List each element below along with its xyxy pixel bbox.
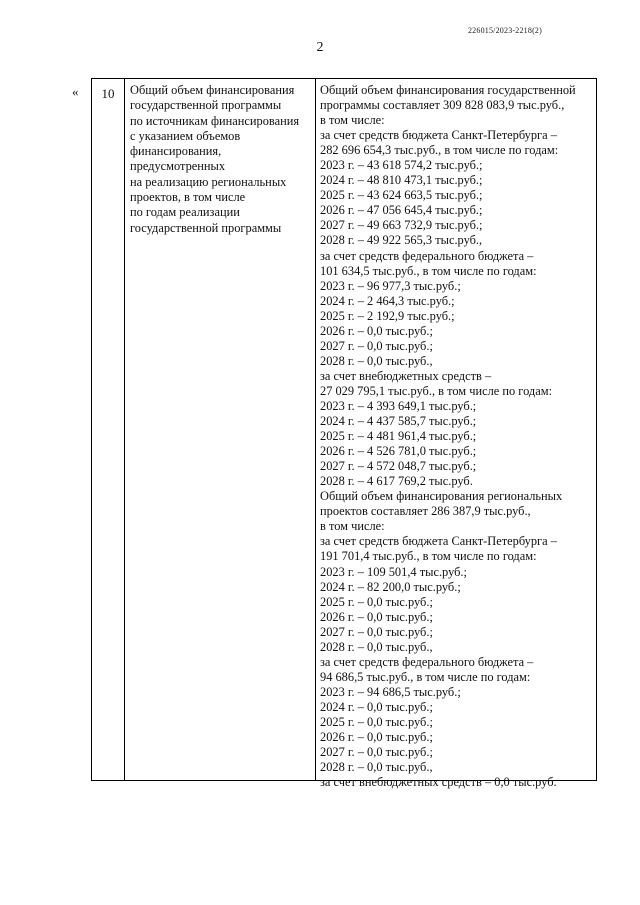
value-line: программы составляет 309 828 083,9 тыс.руб., [320, 98, 565, 113]
value-line: 2026 г. – 0,0 тыс.руб.; [320, 609, 433, 624]
value-line: 2027 г. – 4 572 048,7 тыс.руб.; [320, 459, 477, 474]
value-line: за счет средств бюджета Санкт-Петербурга – [320, 534, 557, 549]
value-line: 2025 г. – 2 192,9 тыс.руб.; [320, 308, 455, 323]
value-line: 2025 г. – 0,0 тыс.руб.; [320, 594, 433, 609]
opening-quote: « [72, 84, 79, 99]
value-line: за счет средств бюджета Санкт-Петербурга – [320, 128, 557, 143]
row-label-cell [125, 79, 316, 780]
label-line: государственной программы [130, 98, 282, 113]
value-line: 2025 г. – 4 481 961,4 тыс.руб.; [320, 429, 477, 444]
value-line: 2023 г. – 96 977,3 тыс.руб.; [320, 278, 461, 293]
value-line: 2023 г. – 43 618 574,2 тыс.руб.; [320, 158, 483, 173]
value-line: 2024 г. – 82 200,0 тыс.руб.; [320, 579, 461, 594]
value-line: 94 686,5 тыс.руб., в том числе по годам: [320, 669, 531, 684]
label-line: Общий объем финансирования [130, 83, 295, 97]
value-line: 2027 г. – 0,0 тыс.руб.; [320, 624, 433, 639]
value-line: проектов составляет 286 387,9 тыс.руб., [320, 504, 531, 519]
page-number: 2 [316, 40, 324, 55]
label-line: на реализацию региональных [130, 174, 287, 189]
value-line: Общий объем финансирования государственной [320, 83, 576, 97]
value-line: в том числе: [320, 113, 385, 128]
value-line: 2025 г. – 0,0 тыс.руб.; [320, 714, 433, 729]
value-line: 191 701,4 тыс.руб., в том числе по годам: [320, 549, 537, 564]
document-id: 226015/2023-2218(2) [467, 26, 542, 35]
financing-table-row [91, 78, 597, 790]
value-line: 2024 г. – 4 437 585,7 тыс.руб.; [320, 414, 477, 429]
value-line: 2027 г. – 0,0 тыс.руб.; [320, 745, 433, 760]
value-line: 2023 г. – 94 686,5 тыс.руб.; [320, 684, 461, 699]
value-line: 2026 г. – 0,0 тыс.руб.; [320, 323, 433, 338]
label-line: государственной программы [130, 220, 282, 235]
value-line: 2026 г. – 4 526 781,0 тыс.руб.; [320, 444, 477, 459]
value-line: 2026 г. – 47 056 645,4 тыс.руб.; [320, 203, 483, 218]
label-line: финансирования, [130, 144, 222, 159]
value-line: 2023 г. – 109 501,4 тыс.руб.; [320, 564, 467, 579]
value-line: 2023 г. – 4 393 649,1 тыс.руб.; [320, 398, 477, 413]
value-line: 2028 г. – 0,0 тыс.руб., [320, 760, 433, 775]
label-line: проектов, в том числе [130, 190, 246, 205]
value-line: 2026 г. – 0,0 тыс.руб.; [320, 730, 433, 745]
row-number: 10 [92, 79, 125, 780]
label-line: предусмотренных [130, 159, 226, 174]
value-line: 27 029 795,1 тыс.руб., в том числе по годам: [320, 383, 553, 398]
value-line: 2027 г. – 0,0 тыс.руб.; [320, 338, 433, 353]
value-line: Общий объем финансирования региональных [320, 489, 563, 504]
row-value-cell [316, 79, 596, 790]
value-line: 2028 г. – 4 617 769,2 тыс.руб. [320, 474, 473, 489]
value-line: в том числе: [320, 519, 385, 534]
value-line: за счет средств федерального бюджета – [320, 248, 534, 263]
value-line: за счет внебюджетных средств – 0,0 тыс.руб. [320, 775, 557, 790]
value-line: 2025 г. – 43 624 663,5 тыс.руб.; [320, 188, 483, 203]
label-line: по годам реализации [130, 205, 240, 220]
value-line: 101 634,5 тыс.руб., в том числе по годам: [320, 263, 537, 278]
value-line: 282 696 654,3 тыс.руб., в том числе по годам: [320, 143, 559, 158]
value-line: за счет внебюджетных средств – [320, 368, 492, 383]
value-line: 2028 г. – 0,0 тыс.руб., [320, 639, 433, 654]
value-line: 2028 г. – 0,0 тыс.руб., [320, 353, 433, 368]
value-line: 2024 г. – 48 810 473,1 тыс.руб.; [320, 173, 483, 188]
value-line: 2024 г. – 2 464,3 тыс.руб.; [320, 293, 455, 308]
value-line: за счет средств федерального бюджета – [320, 654, 534, 669]
label-line: по источникам финансирования [130, 113, 300, 128]
label-line: с указанием объемов [130, 128, 241, 143]
value-line: 2024 г. – 0,0 тыс.руб.; [320, 699, 433, 714]
value-line: 2028 г. – 49 922 565,3 тыс.руб., [320, 233, 483, 248]
value-line: 2027 г. – 49 663 732,9 тыс.руб.; [320, 218, 483, 233]
